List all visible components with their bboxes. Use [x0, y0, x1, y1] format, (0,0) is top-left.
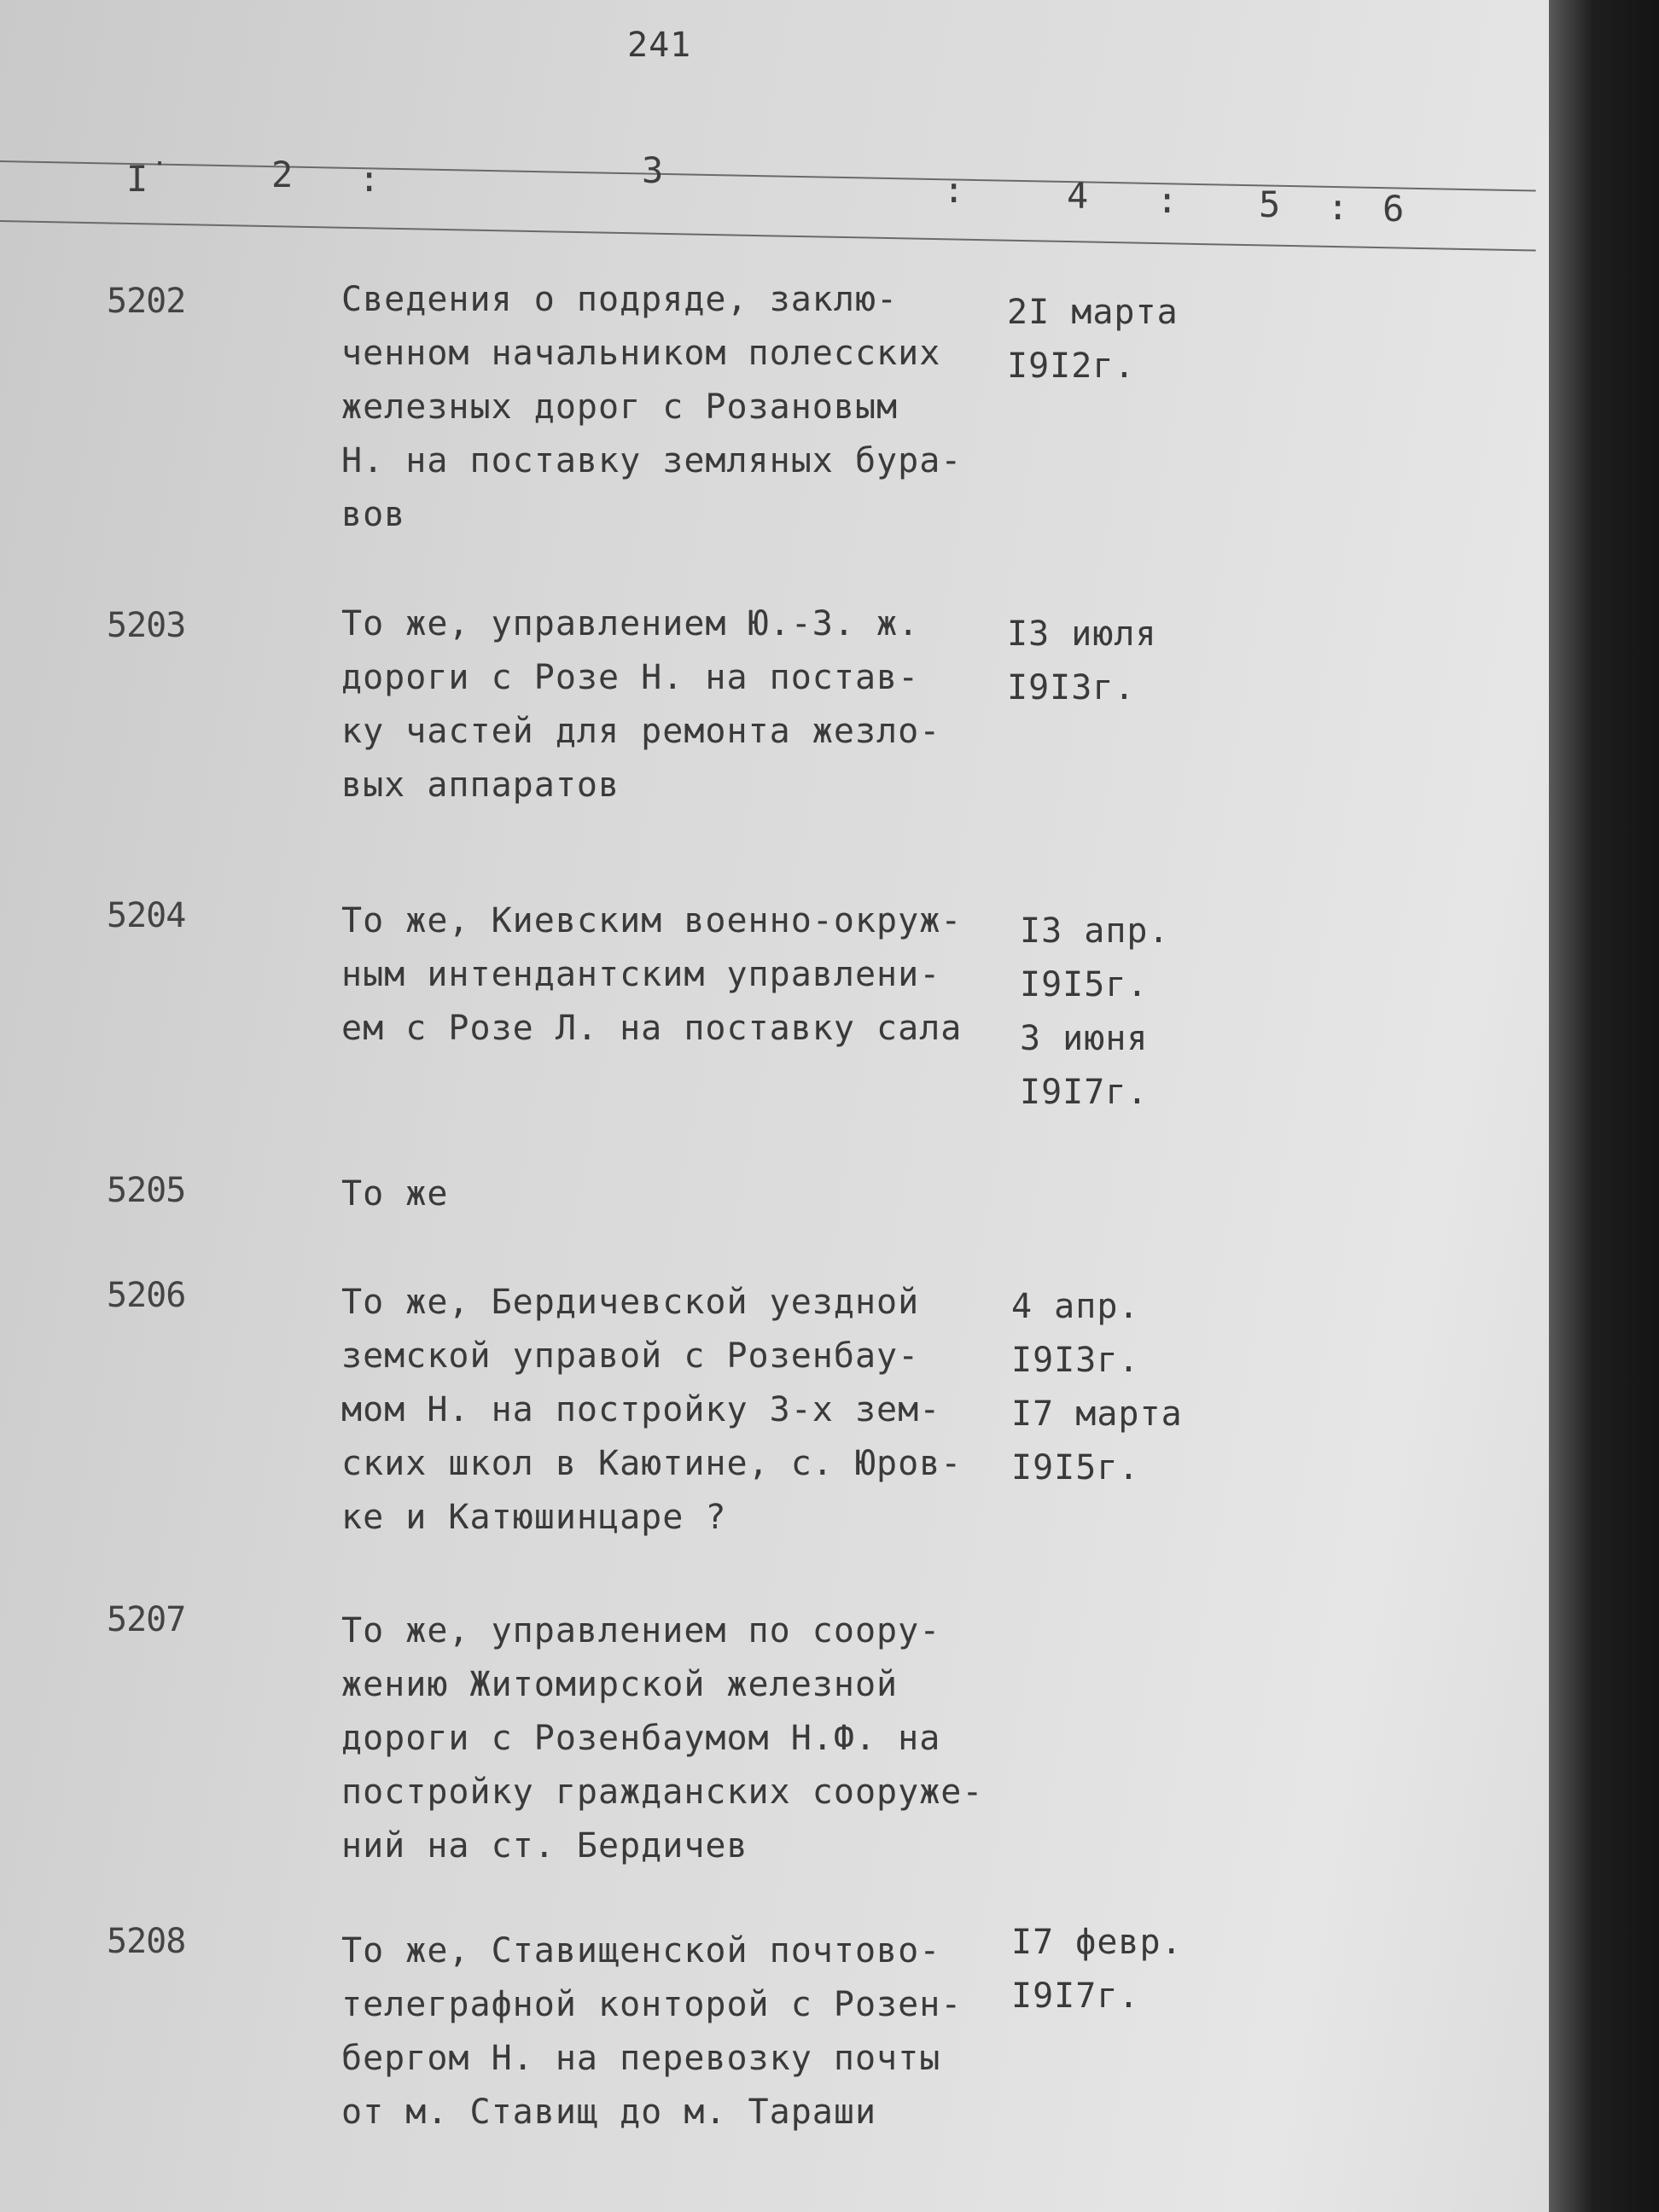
entry-number: 5207	[107, 1600, 186, 1639]
entry-number: 5203	[107, 606, 186, 645]
entry-description: То же, управлением по соору- жению Житомирской железной дороги с Розенбаумом Н.Ф. на постройку гражданских сооруже- ний на ст. Бердичев	[341, 1611, 984, 1866]
entry-number: 5208	[107, 1922, 186, 1961]
entry-description: То же, Бердичевской уездной земской управой с Розенбау- мом Н. на постройку 3-х зем- ских школ в Каютине, с. Юров- ке и Катюшинцаре ?	[341, 1283, 963, 1537]
entry-description: То же, Ставищенской почтово- телеграфной конторой с Розен- бергом Н. на перевозку почты от м. Ставищ до м. Тараши	[341, 1931, 963, 2132]
entry-number: 5204	[107, 896, 186, 935]
entry-number: 5205	[107, 1171, 186, 1210]
entry-description: То же	[341, 1174, 449, 1214]
column-separator: :	[358, 158, 381, 200]
entry-number: 5206	[107, 1276, 186, 1315]
page-number: 241	[627, 26, 692, 65]
column-separator: :	[1156, 179, 1179, 221]
column-header-5: 5	[1259, 183, 1281, 225]
column-header-1: I	[126, 158, 148, 200]
entry-number: 5202	[107, 282, 186, 321]
entry-date: 4 апр. I9I3г. I7 марта I9I5г.	[1011, 1287, 1183, 1487]
entry-date: 2I марта I9I2г.	[1007, 293, 1179, 386]
column-header-4: 4	[1067, 175, 1089, 217]
entry-description: Сведения о подряде, заклю- ченном начальником полесских железных дорог с Розановым Н. на поставку земляных бура- вов	[341, 280, 963, 534]
header-bottom-rule	[0, 220, 1536, 252]
column-header-2: 2	[271, 154, 294, 195]
entry-date: I3 июля I9I3г.	[1007, 614, 1157, 707]
column-header-6: 6	[1382, 188, 1405, 230]
column-separator: :	[1327, 186, 1349, 228]
entry-date: I7 февр. I9I7г.	[1011, 1923, 1183, 2016]
column-separator: :	[943, 169, 965, 211]
entry-date: I3 апр. I9I5г. 3 июня I9I7г.	[1020, 911, 1170, 1112]
page-shadow-edge	[1549, 0, 1659, 2212]
header-top-rule	[0, 160, 1536, 192]
entry-description: То же, Киевским военно-окруж- ным интендантским управлени- ем с Розе Л. на поставку сала	[341, 901, 963, 1048]
entry-description: То же, управлением Ю.-З. ж. дороги с Розе Н. на постав- ку частей для ремонта жезло- вых аппаратов	[341, 604, 941, 805]
column-header-3: 3	[642, 149, 664, 191]
column-separator: ·	[152, 149, 168, 179]
